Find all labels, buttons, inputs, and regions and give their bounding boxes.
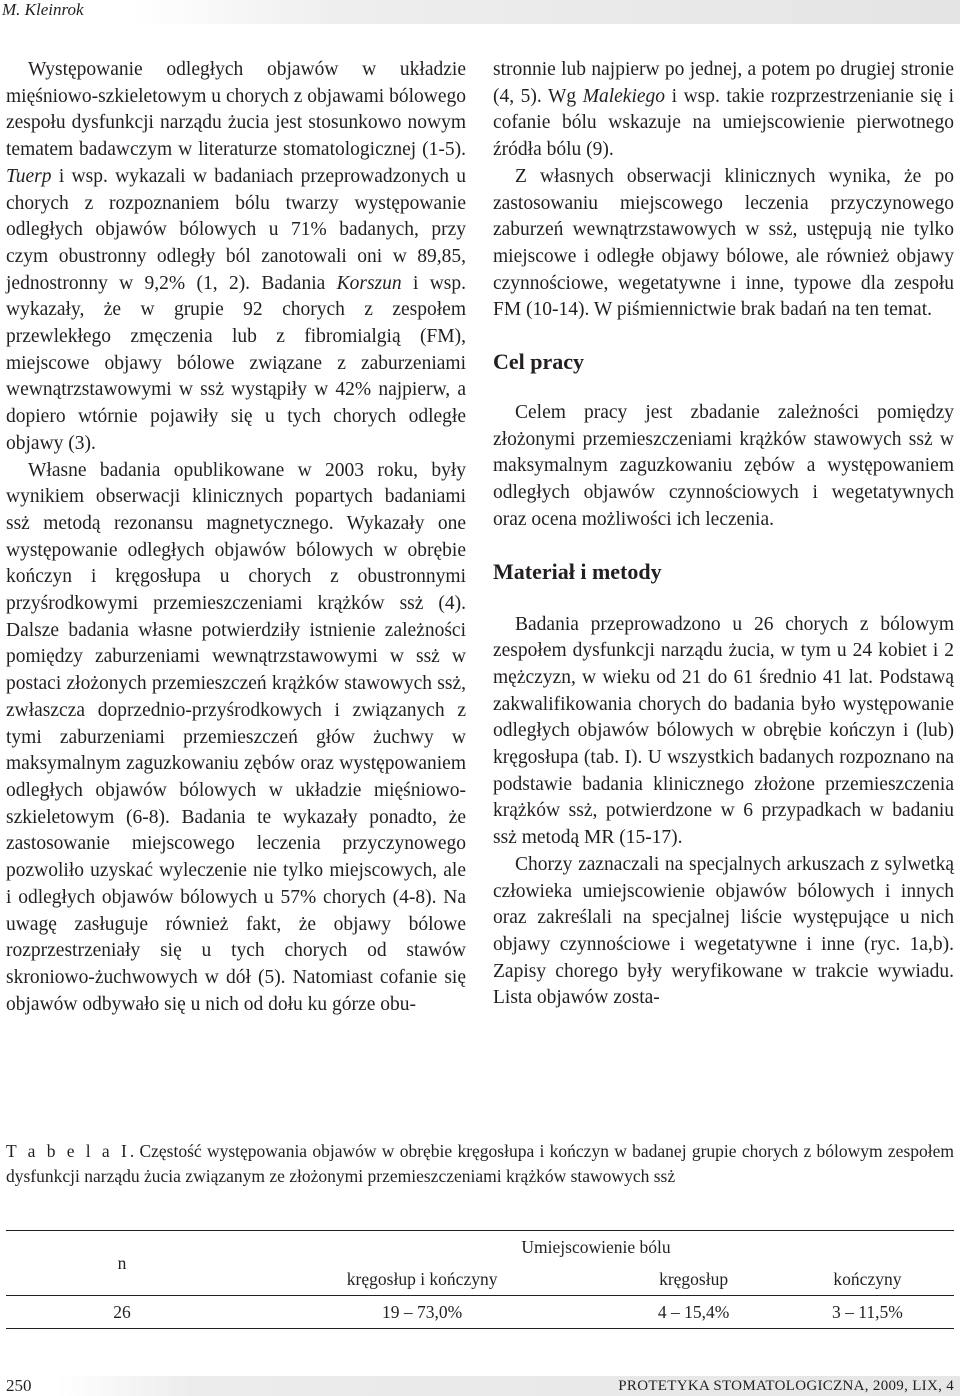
table-cell: 26 xyxy=(6,1296,238,1329)
page-footer xyxy=(0,1376,960,1396)
methods-paragraph-2: Chorzy zaznaczali na specjalnych arkuszach z sylwetką człowieka umiejscowienie objawów bólowych i innych oraz zakreślali na specjalnej liście występujące u nich objawy czynnościowe i wegetatywne i inne (ryc. 1a,b). Zapisy chorego były weryfikowane w trakcie wywiadu. Lista objawów zosta- xyxy=(493,853,954,1009)
table-subheader: kończyny xyxy=(833,1268,902,1289)
intro-paragraph-3: Z własnych obserwacji klinicznych wynika, że po zastosowaniu miejscowego leczenia przyczynowego zaburzeń wewnątrzstawowych w ssż, ustępują nie tylko miejscowe i odległe objawy bólowe, ale również objawy czynnościowe, wegetatywne i inne, typowe dla zespołu FM (10-14). W piśmiennictwie brak badań na ten temat. xyxy=(493,165,954,321)
table-caption-text: . Częstość występowania objawów w obrębie kręgosłupa i kończyn w badanej grupie chorych z bólowym zespołem dysfunkcji narządu żucia związanym ze złożonymi przemieszczeniami krążków stawowych ssż xyxy=(6,1141,955,1186)
running-head xyxy=(0,0,960,24)
intro-paragraph-2: Własne badania opublikowane w 2003 roku, były wynikiem obserwacji klinicznych popartych badaniami ssż metodą rezonansu magnetycznego. Wykazały one występowanie odległych objawów bólowych w obrębie kończyn i kręgosłupa u chorych z obustronnymi przyśrodkowymi przemieszczeniami krążków ssż (4). Dalsze badania własne potwierdziły istnienie zależności pomiędzy zaburzeniami wewnątrzstawowymi w ssż w postaci złożonych przemieszczeń krążków stawowych ssż, zwłaszcza doprzednio-przyśrodkowych i związanych z tymi zaburzeniami przemieszczeń głów żuchwy w maksymalnym zaguzkowaniu zębów oraz występowaniem odległych objawów bólowych w układzie mięśniowo-szkieletowym (6-8). Badania te wykazały ponadto, że zastosowanie miejscowego leczenia przyczynowego pozwoliło uzyskać wyleczenie nie tylko miejscowych, ale i odległych objawów bólowych u 57% chorych (4-8). Na uwagę zasługuje również fakt, że objawy bólowe rozprzestrzeniały się u tych chorych od stawów skroniowo-żuchwowych w dół (5). Natomiast cofanie się objawów odbywało się u nich od dołu ku górze obu- xyxy=(6,459,466,1015)
section-heading-methods: Materiał i metody xyxy=(493,558,662,584)
methods-paragraph-1: Badania przeprowadzono u 26 chorych z bólowym zespołem dysfunkcji narządu żucia, w tym u 24 kobiet i 2 mężczyzn, w wieku od 21 do 61 średnio 41 lat. Podstawą zakwalifikowania chorych do badania było występowanie odległych objawów bólowych w obrębie kończyn i (lub) kręgosłupa (tab. I). U wszystkich badanych rozpoznano na podstawie badania klinicznego złożone przemieszczenia krążków ssż, potwierdzone w 6 przypadkach w badaniu ssż metodą MR (15-17). xyxy=(493,613,954,849)
table-subheader: kręgosłup xyxy=(659,1268,729,1289)
page-number: 250 xyxy=(6,1376,32,1395)
left-column xyxy=(6,57,466,1018)
table-subheader: kręgosłup i kończyny xyxy=(346,1268,498,1289)
author-name: Korszun xyxy=(336,272,402,294)
table-label: T a b e l a I xyxy=(6,1141,130,1161)
data-table xyxy=(6,1230,954,1329)
table-header-n: n xyxy=(6,1231,238,1296)
author-name: Tuerp xyxy=(6,165,52,187)
intro-paragraph-1: Występowanie odległych objawów w układzie mięśniowo-szkieletowym u chorych z objawami bólowego zespołu dysfunkcji narządu żucia jest stosunkowo nowym tematem badawczym w literaturze stomatologicznej (1-5). Tuerp i wsp. wykazali w badaniach przeprowadzonych u chorych z rozpoznaniem bólu twarzy występowanie odległych objawów bólowych u 71% badanych, przy czym obustronny odległy ból zanotowali oni w 89,85, jednostronny w 9,2% (1, 2). Badania Korszun i wsp. wykazały, że w grupie 92 chorych z zespołem przewlekłego zmęczenia lub z fibromialgią (FM), miejscowe objawy bólowe związane z zaburzeniami wewnątrzstawowymi w ssż wystąpiły w 42% najpierw, a dopiero wtórnie pojawiły się u tych chorych odległe objawy (3). xyxy=(6,59,467,454)
author-name: Malekiego xyxy=(582,85,666,107)
table-cell: 3 – 11,5% xyxy=(781,1296,954,1329)
aim-paragraph: Celem pracy jest zbadanie zależności pomiędzy złożonymi przemieszczeniami krążków stawowych ssż w maksymalnym zaguzkowaniu zębów a występowaniem odległych objawów czynnościowych i wegetatywnych oraz ocena możliwości ich leczenia. xyxy=(493,402,954,530)
intro-paragraph-continuation: stronnie lub najpierw po jednej, a potem po drugiej stronie (4, 5). Wg Malekiego i wsp. takie rozprzestrzenianie się i cofanie bólu wskazuje na umiejscowienie pierwotnego źródła bólu (9). xyxy=(493,59,954,161)
section-heading-aim: Cel pracy xyxy=(493,349,585,375)
table-caption xyxy=(6,1139,954,1189)
running-head-author: M. Kleinrok xyxy=(2,0,84,19)
table-header-group: Umiejscowienie bólu xyxy=(238,1231,954,1264)
right-column xyxy=(493,57,954,1012)
table-cell: 4 – 15,4% xyxy=(606,1296,781,1329)
table-row xyxy=(6,1296,954,1329)
table-cell: 19 – 73,0% xyxy=(238,1296,606,1329)
journal-name: PROTETYKA STOMATOLOGICZNA, 2009, LIX, 4 xyxy=(618,1378,954,1394)
